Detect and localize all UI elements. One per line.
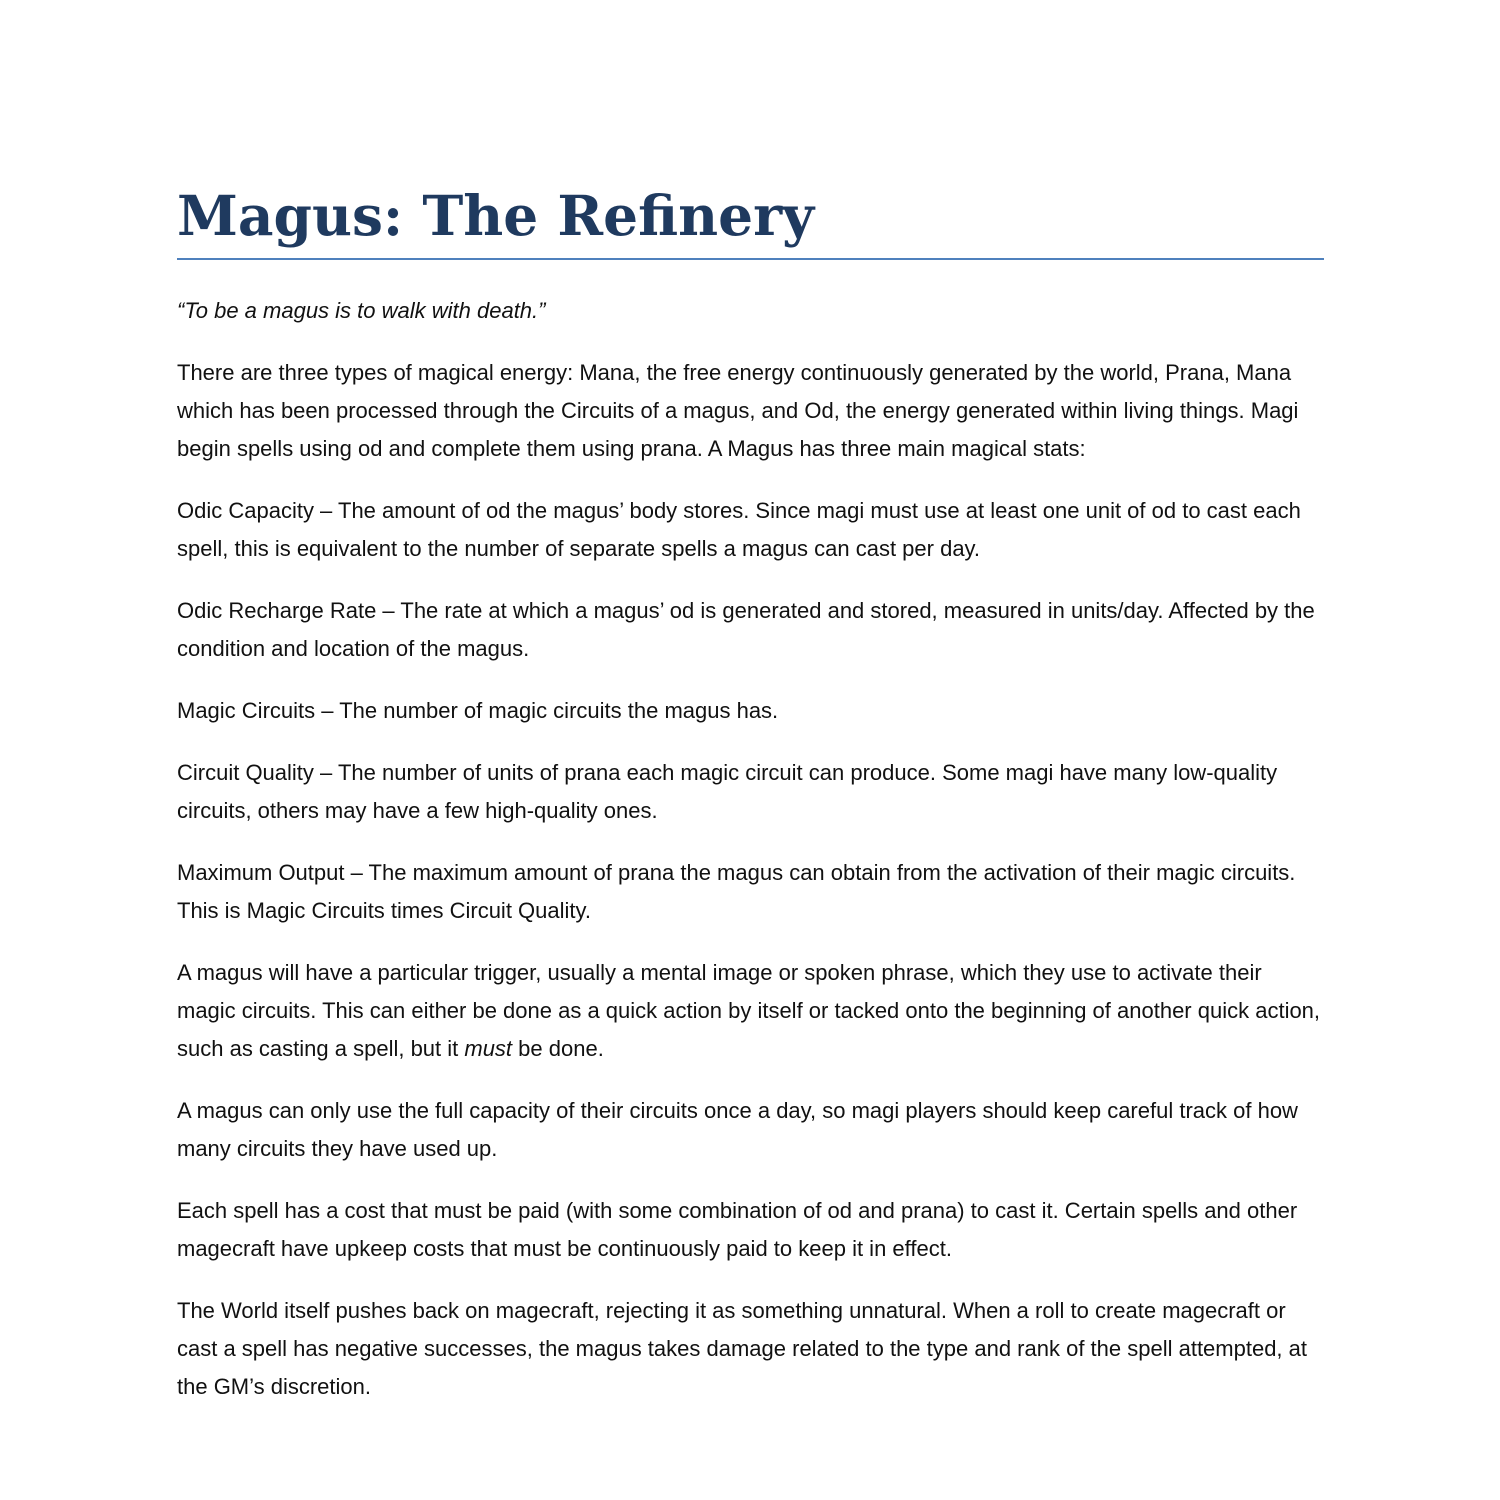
title-divider: [177, 258, 1324, 260]
paragraph-maximum-output: Maximum Output – The maximum amount of prana the magus can obtain from the activation of their magic circuits. This is Magic Circuits times Circuit Quality.: [177, 860, 1296, 923]
paragraph-odic-capacity: Odic Capacity – The amount of od the magus’ body stores. Since magi must use at least one unit of od to cast each spell, this is equivalent to the number of separate spells a magus can cast per day.: [177, 498, 1301, 561]
trigger-emphasis: must: [464, 1036, 513, 1061]
paragraph-circuit-quality: Circuit Quality – The number of units of prana each magic circuit can produce. Some magi have many low-quality circuits, others may have a few high-quality ones.: [177, 760, 1278, 823]
epigraph: “To be a magus is to walk with death.”: [177, 298, 546, 323]
paragraph-circuit-capacity: A magus can only use the full capacity of their circuits once a day, so magi players should keep careful track of how many circuits they have used up.: [177, 1098, 1298, 1161]
paragraph-energy-types: There are three types of magical energy: Mana, the free energy continuously generated by the world, Prana, Mana which has been processed through the Circuits of a magus, and Od, the energy generated within living things. Magi begin spells using od and complete them using prana. A Magus has three main magical stats:: [177, 360, 1299, 461]
paragraph-trigger: [177, 954, 1324, 1068]
trigger-text-before: A magus will have a particular trigger, usually a mental image or spoken phrase, which they use to activate their magic circuits. This can either be done as a quick action by itself or tacked onto the beginning of another quick action, such as casting a spell, but it: [177, 960, 1321, 1061]
paragraph-world-pushback: The World itself pushes back on magecraft, rejecting it as something unnatural. When a roll to create magecraft or cast a spell has negative successes, the magus takes damage related to the type and rank of the spell attempted, at the GM’s discretion.: [177, 1298, 1308, 1399]
page-title: Magus: The Refinery: [177, 183, 815, 248]
paragraph-odic-recharge-rate: Odic Recharge Rate – The rate at which a magus’ od is generated and stored, measured in units/day. Affected by the condition and location of the magus.: [177, 598, 1315, 661]
trigger-text-after: be done.: [512, 1036, 604, 1061]
paragraph-magic-circuits: Magic Circuits – The number of magic circuits the magus has.: [177, 698, 779, 723]
paragraph-spell-cost: Each spell has a cost that must be paid (with some combination of od and prana) to cast it. Certain spells and other magecraft have upkeep costs that must be continuously paid to keep it in effect.: [177, 1198, 1298, 1261]
document-page: [177, 180, 1324, 1406]
